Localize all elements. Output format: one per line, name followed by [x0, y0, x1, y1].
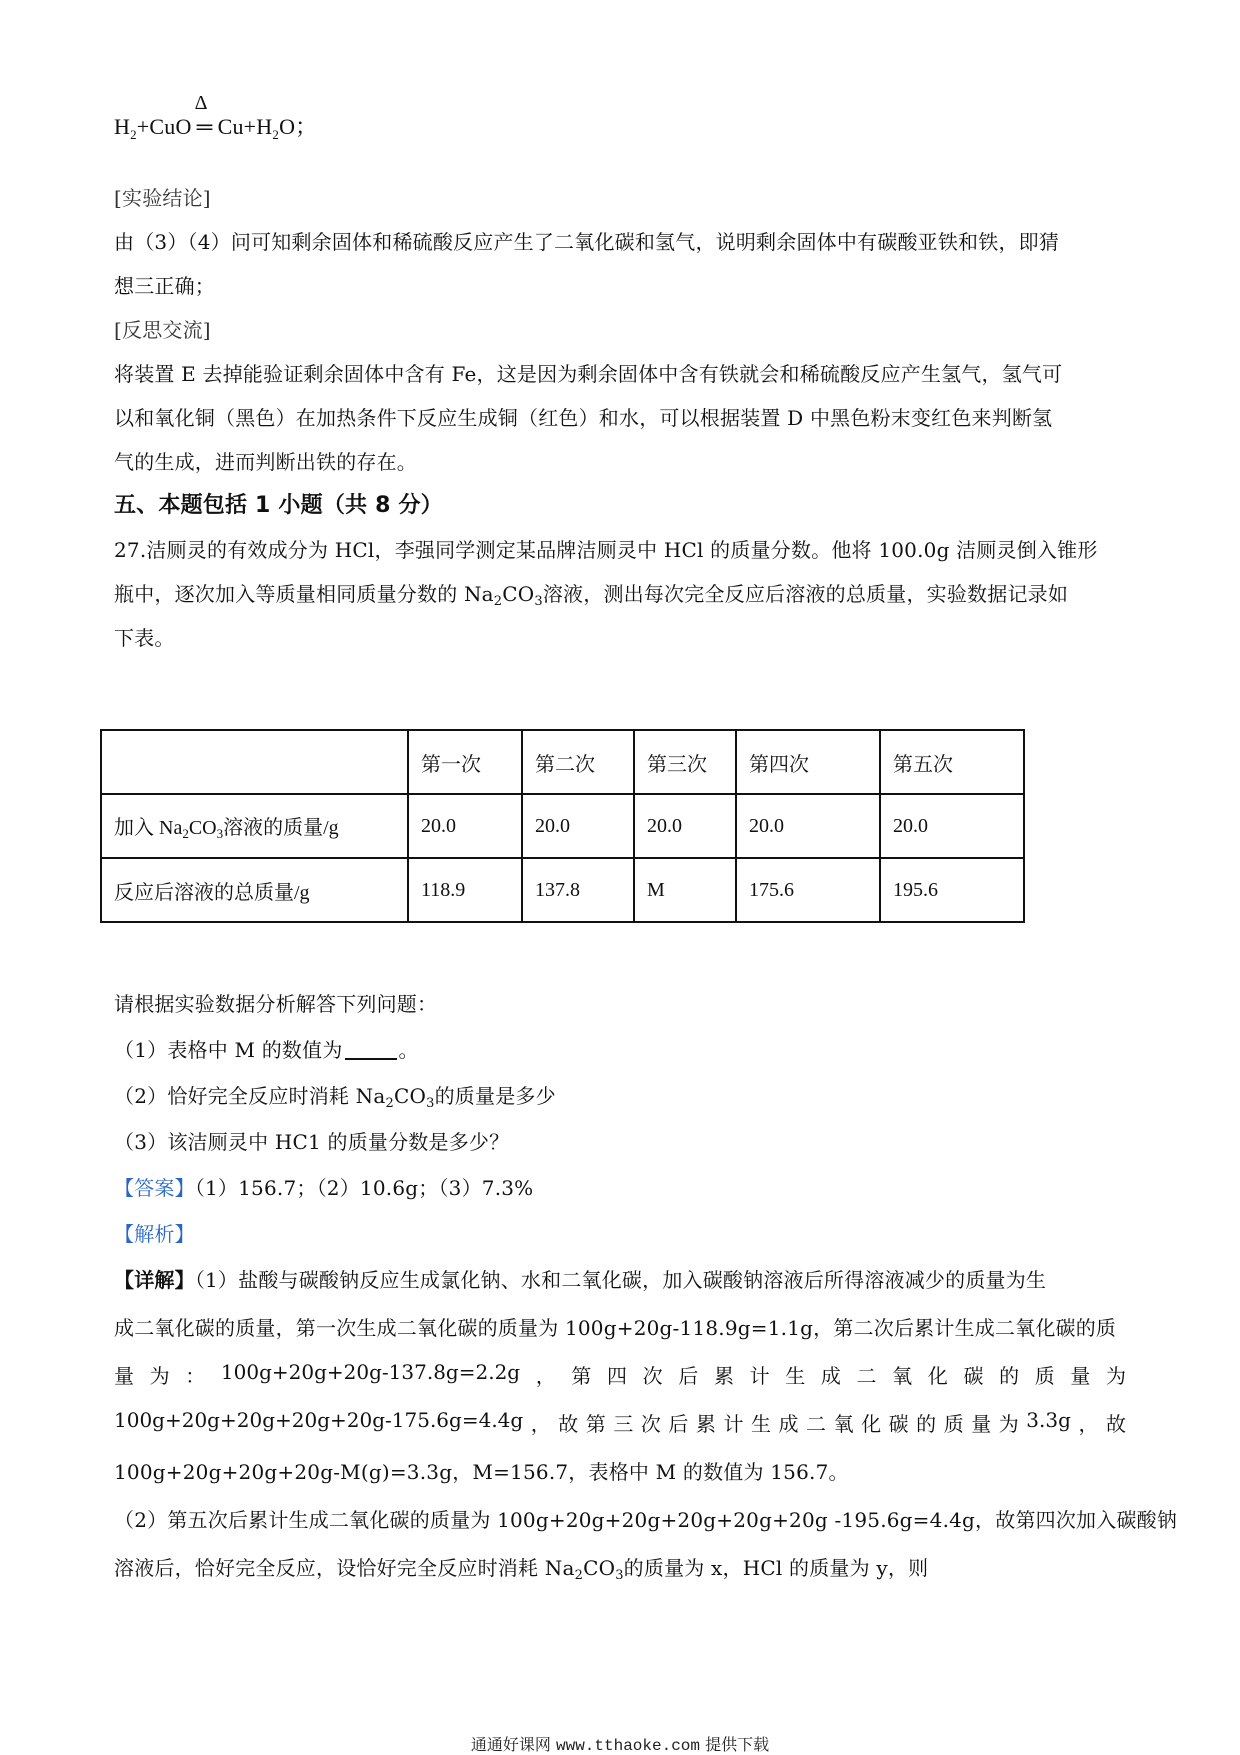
justified-token: 100g+20g+20g-137.8g=2.2g: [220, 1360, 521, 1384]
reflection-line-2: 以和氧化铜（黑色）在加热条件下反应生成铜（红色）和水，可以根据装置 D 中黑色粉末变红色来判断氢: [114, 406, 1053, 430]
table-cell: 195.6: [880, 858, 1024, 922]
justified-token: 成: [820, 1364, 841, 1388]
q2-sub1: 2: [385, 1096, 394, 1111]
prompt-q3: （3）该洁厕灵中 HC1 的质量分数是多少？: [114, 1130, 510, 1154]
justified-token: 100g+20g+20g+20g+20g-175.6g=4.4g: [114, 1408, 524, 1432]
q-line2-sub2: 3: [534, 594, 543, 609]
justified-token: 的: [916, 1412, 937, 1436]
justified-token: 生: [785, 1364, 806, 1388]
table-row-label: 反应后溶液的总质量/g: [101, 858, 408, 922]
justified-token: 化: [927, 1364, 948, 1388]
heat-condition: [192, 92, 218, 140]
eq-cuo: +CuO: [136, 114, 192, 139]
analysis-label: 【解析】: [114, 1222, 195, 1246]
justified-token: 二: [806, 1412, 827, 1436]
justified-token: 为: [1106, 1364, 1126, 1388]
conclusion-title: [实验结论]: [114, 186, 211, 210]
justified-token: 次: [640, 1412, 661, 1436]
justified-token: 三: [613, 1412, 634, 1436]
justified-token: 化: [861, 1412, 882, 1436]
table-cell: 20.0: [522, 794, 634, 858]
conclusion-line-1: 由（3）（4）问可知剩余固体和稀硫酸反应产生了二氧化碳和氢气，说明剩余固体中有碳酸亚铁和铁，即猜: [114, 230, 1060, 254]
justified-token: 碳: [963, 1364, 984, 1388]
justified-token: 为: [998, 1412, 1019, 1436]
footer-site: 通通好课网: [470, 1735, 551, 1754]
row1-label-a: 加入 Na: [114, 816, 183, 839]
justified-token: 量: [971, 1412, 992, 1436]
table-cell: 137.8: [522, 858, 634, 922]
justified-token: ，: [535, 1364, 556, 1388]
footer-note: 提供下载: [705, 1735, 770, 1754]
row1-label-b: CO: [188, 816, 217, 839]
justified-token: 二: [856, 1364, 877, 1388]
justified-token: 质: [943, 1412, 964, 1436]
footer-url[interactable]: www.tthaoke.com: [555, 1737, 701, 1755]
detail-line-1: [114, 1264, 1046, 1293]
justified-token: ，: [530, 1412, 551, 1436]
detail-label: 【详解】: [114, 1268, 195, 1292]
q-line2-b: CO: [502, 582, 535, 606]
table-cell: 20.0: [880, 794, 1024, 858]
q-line2-c: 溶液，测出每次完全反应后溶液的总质量，实验数据记录如: [542, 582, 1069, 606]
answer-blank: [345, 1058, 397, 1060]
q2-sub2: 3: [426, 1096, 435, 1111]
justified-token: 计: [749, 1364, 770, 1388]
table-header-cell: 第五次: [880, 730, 1024, 794]
detail-line-7: [114, 1552, 928, 1583]
justified-token: 3.3g: [1026, 1408, 1071, 1432]
reflection-title: [反思交流]: [114, 318, 211, 342]
question-line-2: [114, 578, 1068, 609]
question-line-3: 下表。: [114, 626, 175, 650]
justified-token: 第: [585, 1412, 606, 1436]
table-row: [101, 858, 1024, 922]
justified-token: 为: [149, 1364, 170, 1388]
answer-text: （1）156.7；（2）10.6g；（3）7.3%: [194, 1176, 534, 1200]
justified-token: 氧: [892, 1364, 913, 1388]
q2-a: （2）恰好完全反应时消耗 Na: [114, 1084, 386, 1108]
detail-line-3: [114, 1360, 1126, 1389]
justified-token: 氧: [833, 1412, 854, 1436]
table-header-cell: 第二次: [522, 730, 634, 794]
table-cell: M: [634, 858, 736, 922]
justified-token: ：: [185, 1364, 206, 1388]
table-row: [101, 794, 1024, 858]
section-title: 五、本题包括 1 小题（共 8 分）: [114, 493, 443, 518]
eq-o: O；: [279, 114, 318, 139]
justified-token: ，: [1078, 1412, 1099, 1436]
detail-line-6: （2）第五次后累计生成二氧化碳的质量为 100g+20g+20g+20g+20g+20g -195.6g=4.4g，故第四次加入碳酸钠: [114, 1508, 1178, 1532]
justified-token: 碳: [888, 1412, 909, 1436]
justified-token: 第: [571, 1364, 592, 1388]
detail-line-1-text: （1）盐酸与碳酸钠反应生成氯化钠、水和二氧化碳，加入碳酸钠溶液后所得溶液减少的质量为生: [194, 1268, 1047, 1292]
detail-line-4: [114, 1408, 1126, 1437]
table-header-row: [101, 730, 1024, 794]
answer-label: 【答案】: [114, 1176, 195, 1200]
question-line-1: 27.洁厕灵的有效成分为 HCl，李强同学测定某品牌洁厕灵中 HCl 的质量分数。他将 100.0g 洁厕灵倒入锥形: [114, 538, 1098, 562]
line7-sub1: 2: [574, 1568, 584, 1583]
q1-end: 。: [398, 1038, 419, 1062]
page-footer: [0, 1732, 1240, 1755]
q2-c: 的质量是多少: [434, 1084, 556, 1108]
table-cell: 118.9: [408, 858, 522, 922]
q-line2-a: 瓶中，逐次加入等质量相同质量分数的 Na: [114, 582, 494, 606]
q-line2-sub1: 2: [493, 594, 503, 609]
table-header-cell: 第一次: [408, 730, 522, 794]
conclusion-line-2: 想三正确；: [114, 274, 215, 298]
table-header-cell: 第三次: [634, 730, 736, 794]
detail-line-2: 成二氧化碳的质量，第一次生成二氧化碳的质量为 100g+20g-118.9g=1.1g，第二次后累计生成二氧化碳的质: [114, 1316, 1117, 1340]
prompt-intro: 请根据实验数据分析解答下列问题：: [114, 992, 438, 1016]
eq-h2o-sub: 2: [272, 127, 280, 142]
detail-line-5: 100g+20g+20g+20g-M(g)=3.3g，M=156.7，表格中 M 的数值为 156.7。: [114, 1460, 849, 1484]
experiment-data-table: [100, 729, 1025, 923]
justified-token: 质: [1034, 1364, 1055, 1388]
row1-label-sub1: 2: [182, 825, 189, 841]
table-row-label: [101, 794, 408, 858]
justified-token: 故: [558, 1412, 579, 1436]
reflection-line-3: 气的生成，进而判断出铁的存在。: [114, 450, 417, 474]
justified-token: 成: [778, 1412, 799, 1436]
table-header-cell: 第四次: [736, 730, 880, 794]
table-cell: 20.0: [408, 794, 522, 858]
justified-token: 生: [750, 1412, 771, 1436]
row1-label-sub2: 3: [216, 825, 224, 841]
table-cell: 175.6: [736, 858, 880, 922]
table-cell: 20.0: [634, 794, 736, 858]
justified-token: 后: [678, 1364, 699, 1388]
reflection-line-1: 将装置 E 去掉能验证剩余固体中含有 Fe，这是因为剩余固体中含有铁就会和稀硫酸反应产生氢气，氢气可: [114, 362, 1063, 386]
delta-symbol: Δ: [194, 92, 208, 114]
justified-token: 累: [713, 1364, 734, 1388]
line7-b: CO: [583, 1556, 616, 1580]
row1-label-c: 溶液的质量/g: [223, 816, 339, 839]
q1-text: （1）表格中 M 的数值为: [114, 1038, 343, 1062]
reaction-equation: [114, 92, 318, 143]
table-cell: 20.0: [736, 794, 880, 858]
justified-token: 计: [723, 1412, 744, 1436]
justified-token: 次: [642, 1364, 663, 1388]
justified-token: 的: [999, 1364, 1020, 1388]
justified-token: 故: [1105, 1412, 1126, 1436]
answer-line: [114, 1172, 533, 1201]
eq-h-sub: 2: [130, 127, 137, 142]
justified-token: 四: [607, 1364, 628, 1388]
eq-h: H: [114, 114, 131, 139]
prompt-q1: [114, 1034, 419, 1063]
justified-token: 后: [668, 1412, 689, 1436]
q2-b: CO: [394, 1084, 427, 1108]
eq-cu-h: Cu+H: [217, 114, 273, 139]
line7-a: 溶液后，恰好完全反应，设恰好完全反应时消耗 Na: [114, 1556, 575, 1580]
analysis-line: [114, 1218, 195, 1247]
prompt-q2: [114, 1080, 556, 1111]
equals-sign: ═: [196, 114, 213, 139]
justified-token: 量: [114, 1364, 134, 1388]
justified-token: 量: [1070, 1364, 1091, 1388]
justified-token: 累: [695, 1412, 716, 1436]
line7-c: 的质量为 x，HCl 的质量为 y，则: [623, 1556, 929, 1580]
line7-sub2: 3: [615, 1568, 624, 1583]
table-header-cell: [101, 730, 408, 794]
